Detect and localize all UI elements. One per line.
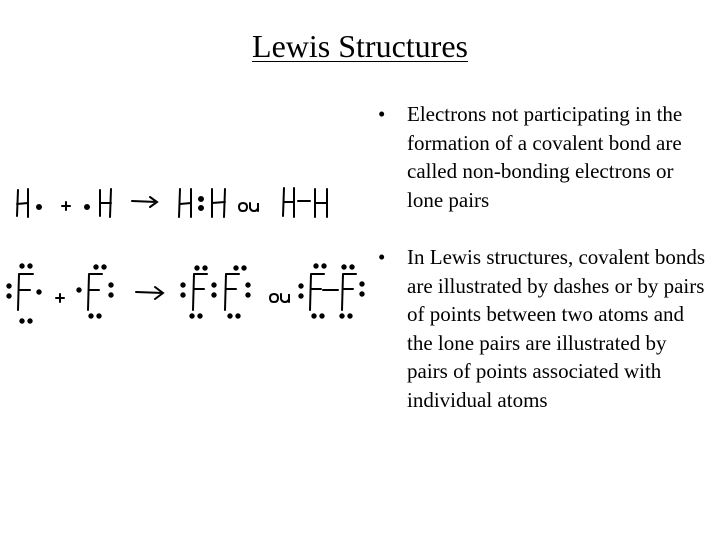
bullet-item	[378, 100, 708, 214]
bullet-marker: •	[378, 245, 386, 269]
bullet-text: In Lewis structures, covalent bonds are illustrated by dashes or by pairs of points between two atoms and the lone pairs are illustrated by pairs of points associated with individual atoms	[407, 245, 706, 412]
hydrogen-row	[17, 188, 327, 217]
bullet-text: Electrons not participating in the formation of a covalent bond are called non-bonding electrons or lone pairs	[407, 102, 683, 212]
bullet-marker: •	[378, 102, 386, 126]
bullet-item	[378, 243, 708, 414]
slide-title: Lewis Structures	[252, 28, 468, 64]
lewis-structure-sketch	[0, 160, 370, 340]
fluorine-row	[7, 264, 363, 322]
bullet-list	[378, 100, 708, 443]
